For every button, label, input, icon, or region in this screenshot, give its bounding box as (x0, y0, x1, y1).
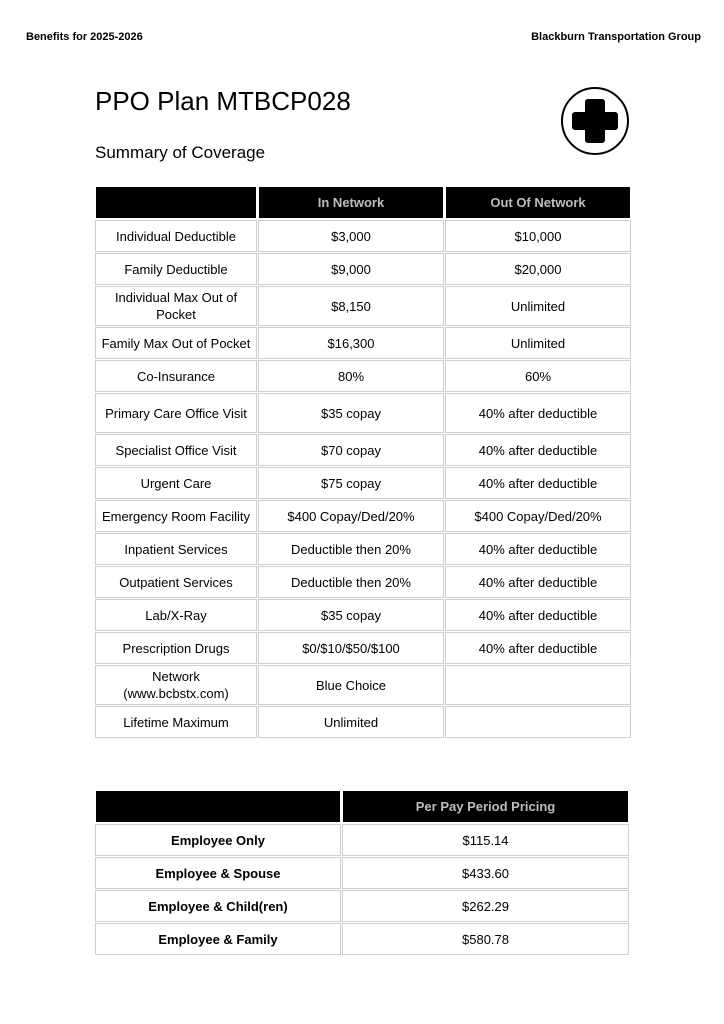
coverage-row-label: Lab/X-Ray (96, 600, 256, 630)
coverage-row-label: Co-Insurance (96, 361, 256, 391)
in-network-value: Deductible then 20% (259, 567, 443, 597)
coverage-row-label: Outpatient Services (96, 567, 256, 597)
coverage-row-label: Inpatient Services (96, 534, 256, 564)
coverage-row-label: Network (www.bcbstx.com) (96, 666, 256, 704)
out-of-network-value: $10,000 (446, 221, 630, 251)
out-of-network-value: 40% after deductible (446, 567, 630, 597)
out-of-network-value (446, 666, 630, 704)
pricing-value: $433.60 (343, 858, 628, 888)
coverage-row-label: Family Max Out of Pocket (96, 328, 256, 358)
out-of-network-value: 40% after deductible (446, 468, 630, 498)
in-network-value: $8,150 (259, 287, 443, 325)
in-network-value: $35 copay (259, 394, 443, 432)
coverage-row-label: Family Deductible (96, 254, 256, 284)
coverage-row-label: Urgent Care (96, 468, 256, 498)
coverage-row-label: Individual Max Out of Pocket (96, 287, 256, 325)
pricing-tier-label: Employee & Spouse (96, 858, 340, 888)
out-of-network-value: $20,000 (446, 254, 630, 284)
page-title: PPO Plan MTBCP028 (95, 86, 351, 116)
header-right-text: Blackburn Transportation Group (531, 31, 701, 43)
out-of-network-value: $400 Copay/Ded/20% (446, 501, 630, 531)
out-of-network-value: 60% (446, 361, 630, 391)
out-of-network-value: 40% after deductible (446, 394, 630, 432)
in-network-value: Unlimited (259, 707, 443, 737)
pricing-table (96, 791, 628, 954)
in-network-value: $0/$10/$50/$100 (259, 633, 443, 663)
pricing-header-cell (96, 791, 340, 822)
in-network-value: $16,300 (259, 328, 443, 358)
pricing-value: $115.14 (343, 825, 628, 855)
pricing-tier-label: Employee & Family (96, 924, 340, 954)
in-network-value: Blue Choice (259, 666, 443, 704)
in-network-value: $9,000 (259, 254, 443, 284)
header-left-text: Benefits for 2025-2026 (26, 31, 143, 43)
coverage-header-cell: In Network (259, 187, 443, 218)
out-of-network-value: 40% after deductible (446, 435, 630, 465)
in-network-value: $3,000 (259, 221, 443, 251)
coverage-row-label: Lifetime Maximum (96, 707, 256, 737)
coverage-table (96, 187, 630, 737)
out-of-network-value: 40% after deductible (446, 633, 630, 663)
coverage-row-label: Prescription Drugs (96, 633, 256, 663)
out-of-network-value (446, 707, 630, 737)
page-subtitle: Summary of Coverage (95, 143, 266, 162)
out-of-network-value: 40% after deductible (446, 600, 630, 630)
medical-cross-icon (560, 86, 630, 156)
coverage-row-label: Primary Care Office Visit (96, 394, 256, 432)
coverage-row-label: Emergency Room Facility (96, 501, 256, 531)
coverage-row-label: Specialist Office Visit (96, 435, 256, 465)
pricing-header-cell: Per Pay Period Pricing (343, 791, 628, 822)
out-of-network-value: 40% after deductible (446, 534, 630, 564)
coverage-row-label: Individual Deductible (96, 221, 256, 251)
in-network-value: $70 copay (259, 435, 443, 465)
in-network-value: $400 Copay/Ded/20% (259, 501, 443, 531)
pricing-value: $262.29 (343, 891, 628, 921)
coverage-header-cell: Out Of Network (446, 187, 630, 218)
pricing-tier-label: Employee & Child(ren) (96, 891, 340, 921)
out-of-network-value: Unlimited (446, 328, 630, 358)
in-network-value: 80% (259, 361, 443, 391)
pricing-value: $580.78 (343, 924, 628, 954)
in-network-value: Deductible then 20% (259, 534, 443, 564)
coverage-header-cell (96, 187, 256, 218)
in-network-value: $35 copay (259, 600, 443, 630)
in-network-value: $75 copay (259, 468, 443, 498)
out-of-network-value: Unlimited (446, 287, 630, 325)
pricing-tier-label: Employee Only (96, 825, 340, 855)
